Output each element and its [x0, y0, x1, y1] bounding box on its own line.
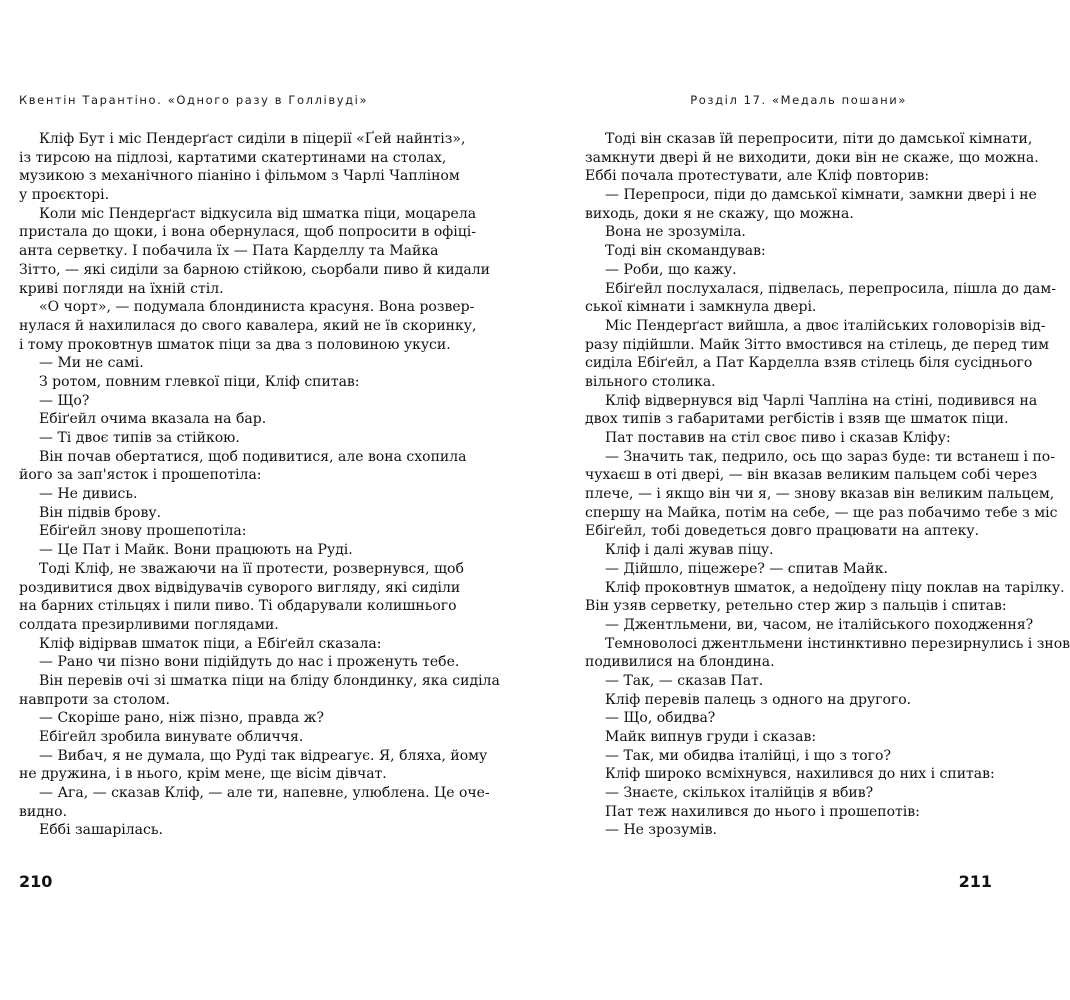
- text-line: разу підійшли. Майк Зітто вмостився на стілець, де перед тим: [585, 336, 1050, 353]
- text-line: і тому проковтнув шматок піци за два з половиною укуси.: [19, 336, 451, 353]
- text-line: Коли міс Пендерґаст відкусила від шматка піци, моцарела: [39, 205, 477, 222]
- text-line: — Вибач, я не думала, що Руді так відреагує. Я, бляха, йому: [39, 747, 488, 764]
- text-line: у проєкторі.: [19, 187, 110, 204]
- text-line: нулася й нахилилася до свого кавалера, який не їв скоринку,: [19, 317, 477, 334]
- text-line: вільного столика.: [585, 373, 716, 390]
- text-line: не дружина, і в нього, крім мене, ще вісім дівчат.: [19, 766, 387, 783]
- text-line: сиділа Ебіґейл, а Пат Карделла взяв стілець біля сусіднього: [585, 355, 1033, 372]
- text-line: Він підвів брову.: [39, 504, 162, 521]
- text-line: — Не дивись.: [39, 486, 138, 503]
- text-line: пристала до щоки, і вона обернулася, щоб попросити в офіці-: [19, 224, 476, 241]
- right-running-header: Розділ 17. «Медаль пошани»: [690, 93, 907, 107]
- text-line: — Значить так, педрило, ось що зараз буде: ти встанеш і по-: [605, 448, 1055, 465]
- text-line: Кліф відвернувся від Чарлі Чапліна на стіні, подивився на: [605, 392, 1038, 409]
- right-page: [500, 0, 1070, 1000]
- text-line: роздивитися двох відвідувачів суворого вигляду, які сиділи: [19, 579, 461, 596]
- text-line: Майк випнув груди і сказав:: [605, 729, 817, 745]
- text-line: Міс Пендерґаст вийшла, а двоє італійських головорізів від-: [605, 317, 1046, 334]
- text-line: чухаєш в оті двері, — він вказав великим пальцем собі через: [585, 467, 1038, 484]
- text-line: замкнути двері й не виходити, доки він не скаже, що можна.: [585, 149, 1039, 166]
- text-line: анта серветку. І побачила їх — Пата Карделлу та Майка: [19, 243, 439, 260]
- text-line: Кліф проковтнув шматок, а недоїдену піцу поклав на тарілку.: [605, 579, 1065, 596]
- text-line: Кліф широко всміхнувся, нахилився до них і спитав:: [605, 766, 995, 783]
- text-line: видно.: [19, 803, 68, 820]
- text-line: — Ага, — сказав Кліф, — але ти, напевне, улюблена. Це оче-: [39, 785, 490, 802]
- text-line: Зітто, — які сиділи за барною стійкою, сьорбали пиво й кидали: [19, 261, 490, 278]
- text-line: криві погляди на їхній стіл.: [19, 280, 224, 297]
- text-line: — Що, обидва?: [605, 710, 716, 727]
- text-line: Кліф відірвав шматок піци, а Ебіґейл сказала:: [39, 635, 382, 652]
- text-line: Ебіґейл, тобі доведеться довго працювати на аптеку.: [585, 523, 980, 540]
- text-line: — Перепроси, піди до дамської кімнати, замкни двері і не: [605, 187, 1037, 204]
- text-line: Ебіґейл зробила винувате обличчя.: [39, 729, 304, 745]
- text-line: солдата презирливими поглядами.: [19, 616, 279, 633]
- text-line: З ротом, повним глевкої піци, Кліф спитав:: [39, 373, 360, 390]
- text-line: Ебіґейл знову прошепотіла:: [39, 523, 247, 540]
- text-line: Тоді Кліф, не зважаючи на її протести, розвернувся, щоб: [39, 560, 464, 577]
- text-line: Ебіґейл очима вказала на бар.: [39, 411, 267, 428]
- text-line: Кліф Бут і міс Пендерґаст сиділи в піцерії «Ґей найнтіз»,: [39, 131, 466, 147]
- text-line: Він узяв серветку, ретельно стер жир з пальців і спитав:: [585, 598, 1007, 615]
- text-line: на барних стільцях і пили пиво. Ті обдарували колишнього: [19, 598, 457, 615]
- text-line: із тирсою на підлозі, картатими скатертинами на столах,: [19, 149, 447, 166]
- text-line: — Так, ми обидва італійці, і що з того?: [605, 747, 891, 764]
- text-line: Еббі зашарілась.: [39, 822, 163, 839]
- text-line: — Так, — сказав Пат.: [605, 672, 764, 689]
- text-line: — Рано чи пізно вони підійдуть до нас і проженуть тебе.: [39, 654, 460, 671]
- text-line: — Роби, що кажу.: [605, 261, 737, 278]
- text-line: — Ми не самі.: [39, 355, 144, 372]
- text-line: Еббі почала протестувати, але Кліф повторив:: [585, 168, 930, 185]
- text-line: Тоді він скомандував:: [605, 243, 766, 260]
- text-line: Кліф перевів палець з одного на другого.: [605, 691, 912, 708]
- text-line: — Це Пат і Майк. Вони працюють на Руді.: [39, 542, 353, 559]
- text-line: музикою з механічного піаніно і фільмом з Чарлі Чапліном: [19, 168, 460, 185]
- left-page: [0, 0, 500, 1000]
- text-line: Він перевів очі зі шматка піци на бліду блондинку, яка сиділа: [39, 672, 500, 689]
- text-line: Ебіґейл послухалася, підвелась, перепросила, пішла до дам-: [605, 280, 1056, 297]
- text-line: Темноволосі джентльмени інстинктивно перезирнулись і знов: [605, 635, 1070, 652]
- text-line: Кліф і далі жував піцу.: [605, 542, 774, 559]
- left-body-text: [19, 130, 500, 840]
- right-body-text: [585, 130, 1070, 840]
- text-line: подивилися на блондина.: [585, 654, 775, 671]
- text-line: — Дійшло, піцежере? — спитав Майк.: [605, 560, 888, 577]
- text-line: Вона не зрозуміла.: [605, 224, 746, 241]
- left-running-header: Квентін Тарантіно. «Одного разу в Голлівуді»: [19, 93, 369, 107]
- text-line: «О чорт», — подумала блондиниста красуня. Вона розвер-: [39, 299, 475, 316]
- text-line: — Ті двоє типів за стійкою.: [39, 430, 240, 446]
- right-page-number: 211: [958, 872, 992, 891]
- text-line: Тоді він сказав їй перепросити, піти до дамської кімнати,: [605, 131, 1033, 147]
- text-line: навпроти за столом.: [19, 691, 170, 708]
- text-line: двох типів з габаритами регбістів і взяв ще шматок піци.: [585, 411, 1009, 428]
- left-page-number: 210: [19, 872, 53, 891]
- text-line: — Що?: [39, 392, 90, 409]
- text-line: спершу на Майка, потім на себе, — ще раз побачимо тебе з міс: [585, 504, 1058, 521]
- text-line: його за зап'ясток і прошепотіла:: [19, 467, 262, 484]
- text-line: ської кімнати і замкнула двері.: [585, 299, 817, 316]
- text-line: — Знаєте, скількох італійців я вбив?: [605, 785, 874, 802]
- text-line: виходь, доки я не скажу, що можна.: [585, 205, 854, 222]
- text-line: — Не зрозумів.: [605, 822, 717, 839]
- text-line: — Скоріше рано, ніж пізно, правда ж?: [39, 710, 325, 727]
- text-line: — Джентльмени, ви, часом, не італійського походження?: [605, 616, 1034, 633]
- text-line: Пат теж нахилився до нього і прошепотів:: [605, 803, 920, 820]
- text-line: Він почав обертатися, щоб подивитися, але вона схопила: [39, 448, 467, 465]
- text-line: Пат поставив на стіл своє пиво і сказав Кліфу:: [605, 430, 951, 446]
- text-line: плече, — і якщо він чи я, — знову вказав він великим пальцем,: [585, 486, 1055, 503]
